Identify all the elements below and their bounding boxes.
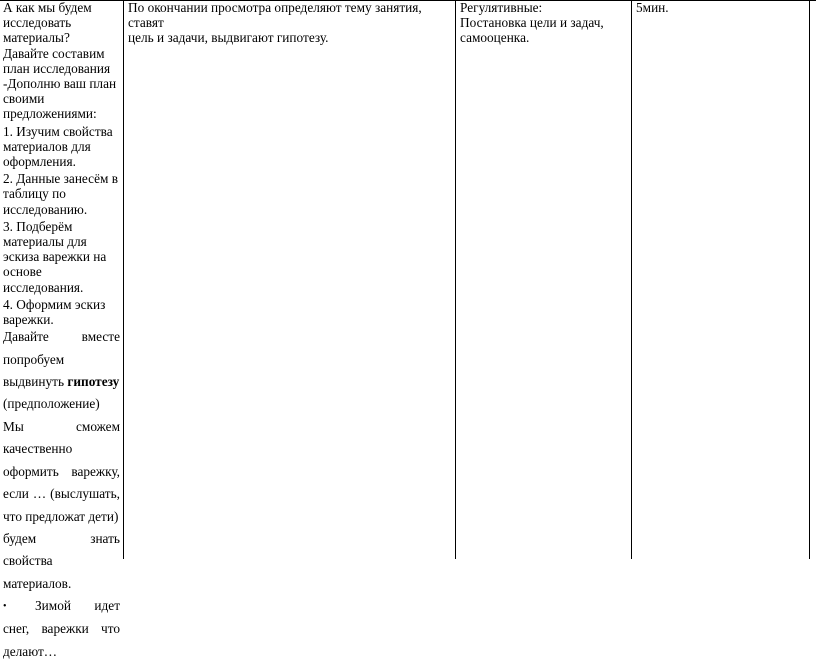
teacher-activity-cell xyxy=(3,0,120,659)
teacher-line: А как мы будем xyxy=(3,0,92,15)
teacher-line: материалы? xyxy=(3,30,70,46)
teacher-line: таблицу по xyxy=(3,186,66,202)
teacher-line: исследовать xyxy=(3,15,72,31)
column-divider-2 xyxy=(455,0,456,559)
teacher-line: исследованию. xyxy=(3,201,88,217)
bullet-line: снег, варежки что xyxy=(3,621,120,637)
bullet-line: Зимой идет xyxy=(35,598,120,614)
teacher-line: предложениями: xyxy=(3,106,97,122)
hypothesis-line: если … (выслушать, xyxy=(3,486,120,502)
column-divider-4 xyxy=(809,0,810,559)
student-activity-line: цель и задачи, выдвигают гипотезу. xyxy=(128,30,329,46)
teacher-line: 3. Подберём xyxy=(3,218,73,234)
teacher-line: 1. Изучим свойства xyxy=(3,123,113,139)
student-activity-line: По окончании просмотра определяют тему занятия, ставят xyxy=(128,0,422,31)
teacher-line: 4. Оформим эскиз xyxy=(3,296,106,312)
teacher-line: эскиза варежки на xyxy=(3,249,107,265)
student-activity-cell xyxy=(128,0,452,559)
hypothesis-line: свойства xyxy=(3,553,53,569)
column-divider-1 xyxy=(123,0,124,559)
hypothesis-line: оформить варежку, xyxy=(3,463,120,479)
hypothesis-line: попробуем xyxy=(3,351,65,367)
teacher-line: 2. Данные занесём в xyxy=(3,171,118,187)
teacher-line: основе xyxy=(3,264,42,280)
teacher-line: план исследования xyxy=(3,60,111,76)
time-value: 5мин. xyxy=(636,0,669,15)
hypothesis-line: что предложат дети) xyxy=(3,508,119,524)
hypothesis-block xyxy=(3,326,120,595)
hypothesis-line: (предположение) xyxy=(3,396,100,412)
hypothesis-line: Давайте вместе xyxy=(3,329,120,345)
time-cell xyxy=(636,0,806,559)
teacher-line: оформления. xyxy=(3,154,76,170)
hypothesis-line: Мы сможем xyxy=(3,418,120,434)
bullet-line: делают… xyxy=(3,643,58,659)
hypothesis-line: будем знать xyxy=(3,530,120,546)
uud-line: самооценка. xyxy=(460,30,530,46)
bullet-item xyxy=(3,595,120,663)
column-divider-3 xyxy=(631,0,632,559)
teacher-line: исследования. xyxy=(3,279,84,295)
uud-cell xyxy=(460,0,628,559)
bullet-icon: • xyxy=(3,600,7,612)
teacher-line: материалы для xyxy=(3,234,87,250)
teacher-line: своими xyxy=(3,91,45,107)
uud-line: Регулятивные: xyxy=(460,0,543,15)
hypothesis-line: выдвинуть гипотезу xyxy=(3,374,120,390)
teacher-line: варежки. xyxy=(3,312,54,328)
hypothesis-keyword: гипотезу xyxy=(67,374,120,390)
teacher-line: материалов для xyxy=(3,138,91,154)
teacher-line: -Дополню ваш план xyxy=(3,76,117,92)
teacher-line: Давайте составим xyxy=(3,45,105,61)
hypothesis-line: материалов. xyxy=(3,575,72,591)
hypothesis-line: качественно xyxy=(3,441,73,457)
uud-line: Постановка цели и задач, xyxy=(460,15,604,31)
